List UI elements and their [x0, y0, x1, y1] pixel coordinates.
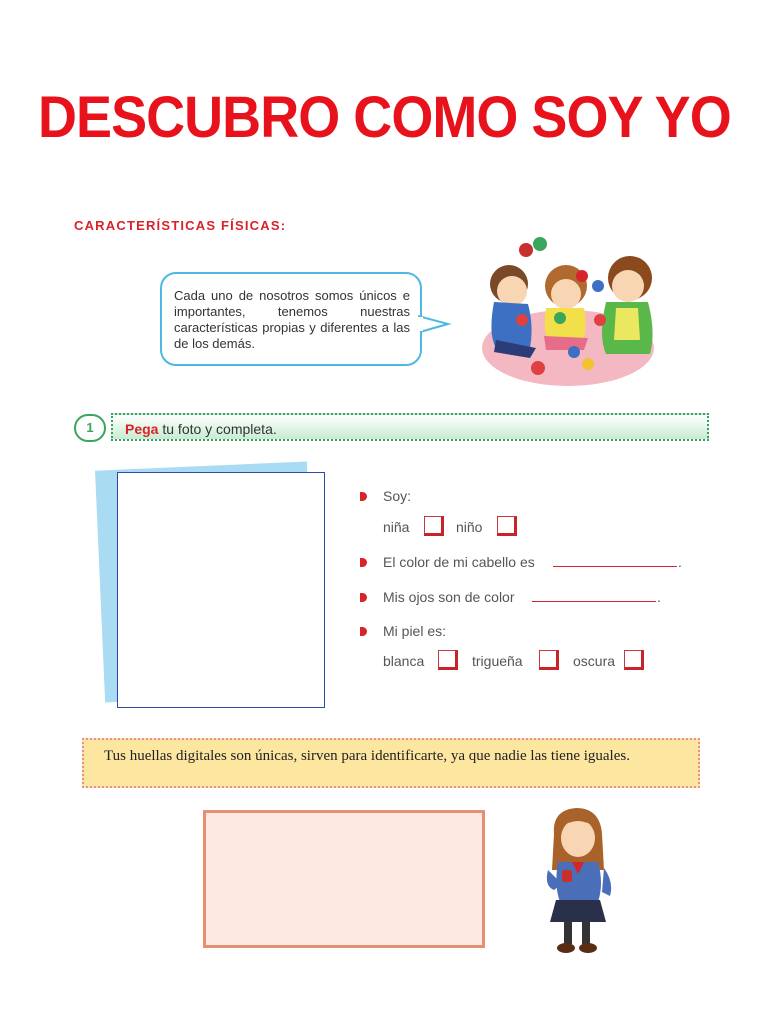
children-playing-illustration: [478, 236, 662, 388]
triguena-checkbox[interactable]: [539, 650, 559, 670]
nina-checkbox[interactable]: [424, 516, 444, 536]
nino-label: niño: [456, 519, 483, 535]
nina-label: niña: [383, 519, 410, 535]
fingerprint-info-box: [82, 738, 700, 788]
exercise-keyword: Pega: [125, 421, 159, 437]
oscura-label: oscura: [573, 653, 616, 669]
nino-checkbox[interactable]: [497, 516, 517, 536]
bullet-icon: [360, 558, 367, 567]
exercise-instruction: [125, 421, 277, 437]
speech-bubble-text: Cada uno de nosotros somos únicos e importantes, tenemos nuestras características propias y diferentes a las de los demás.: [174, 288, 410, 351]
triguena-label: trigueña: [472, 653, 523, 669]
blanca-checkbox[interactable]: [438, 650, 458, 670]
exercise-number-badge: 1: [74, 414, 106, 442]
speech-bubble-tail: [418, 314, 452, 336]
section-title: CARACTERÍSTICAS FÍSICAS:: [74, 218, 287, 233]
eye-color-period: .: [657, 589, 661, 605]
hair-color-label: El color de mi cabello es: [383, 554, 535, 570]
photo-paste-area[interactable]: [117, 472, 325, 708]
bullet-icon: [360, 593, 367, 602]
fingerprint-info-text: Tus huellas digitales son únicas, sirven para identificarte, ya que nadie las tiene iguales.: [104, 748, 630, 764]
bullet-icon: [360, 627, 367, 636]
speech-bubble: [160, 272, 422, 366]
eye-color-answer-line[interactable]: [532, 601, 656, 602]
page-title: DESCUBRO COMO SOY YO: [38, 85, 731, 150]
hair-color-answer-line[interactable]: [553, 566, 677, 567]
blanca-label: blanca: [383, 653, 425, 669]
hair-color-period: .: [678, 554, 682, 570]
skin-label: Mi piel es:: [383, 623, 447, 639]
soy-label: Soy:: [383, 488, 412, 504]
oscura-checkbox[interactable]: [624, 650, 644, 670]
eye-color-label: Mis ojos son de color: [383, 589, 515, 605]
girl-illustration: [540, 806, 620, 958]
bullet-icon: [360, 492, 367, 501]
exercise-instruction-text: tu foto y completa.: [158, 421, 277, 437]
fingerprint-area[interactable]: [203, 810, 485, 948]
